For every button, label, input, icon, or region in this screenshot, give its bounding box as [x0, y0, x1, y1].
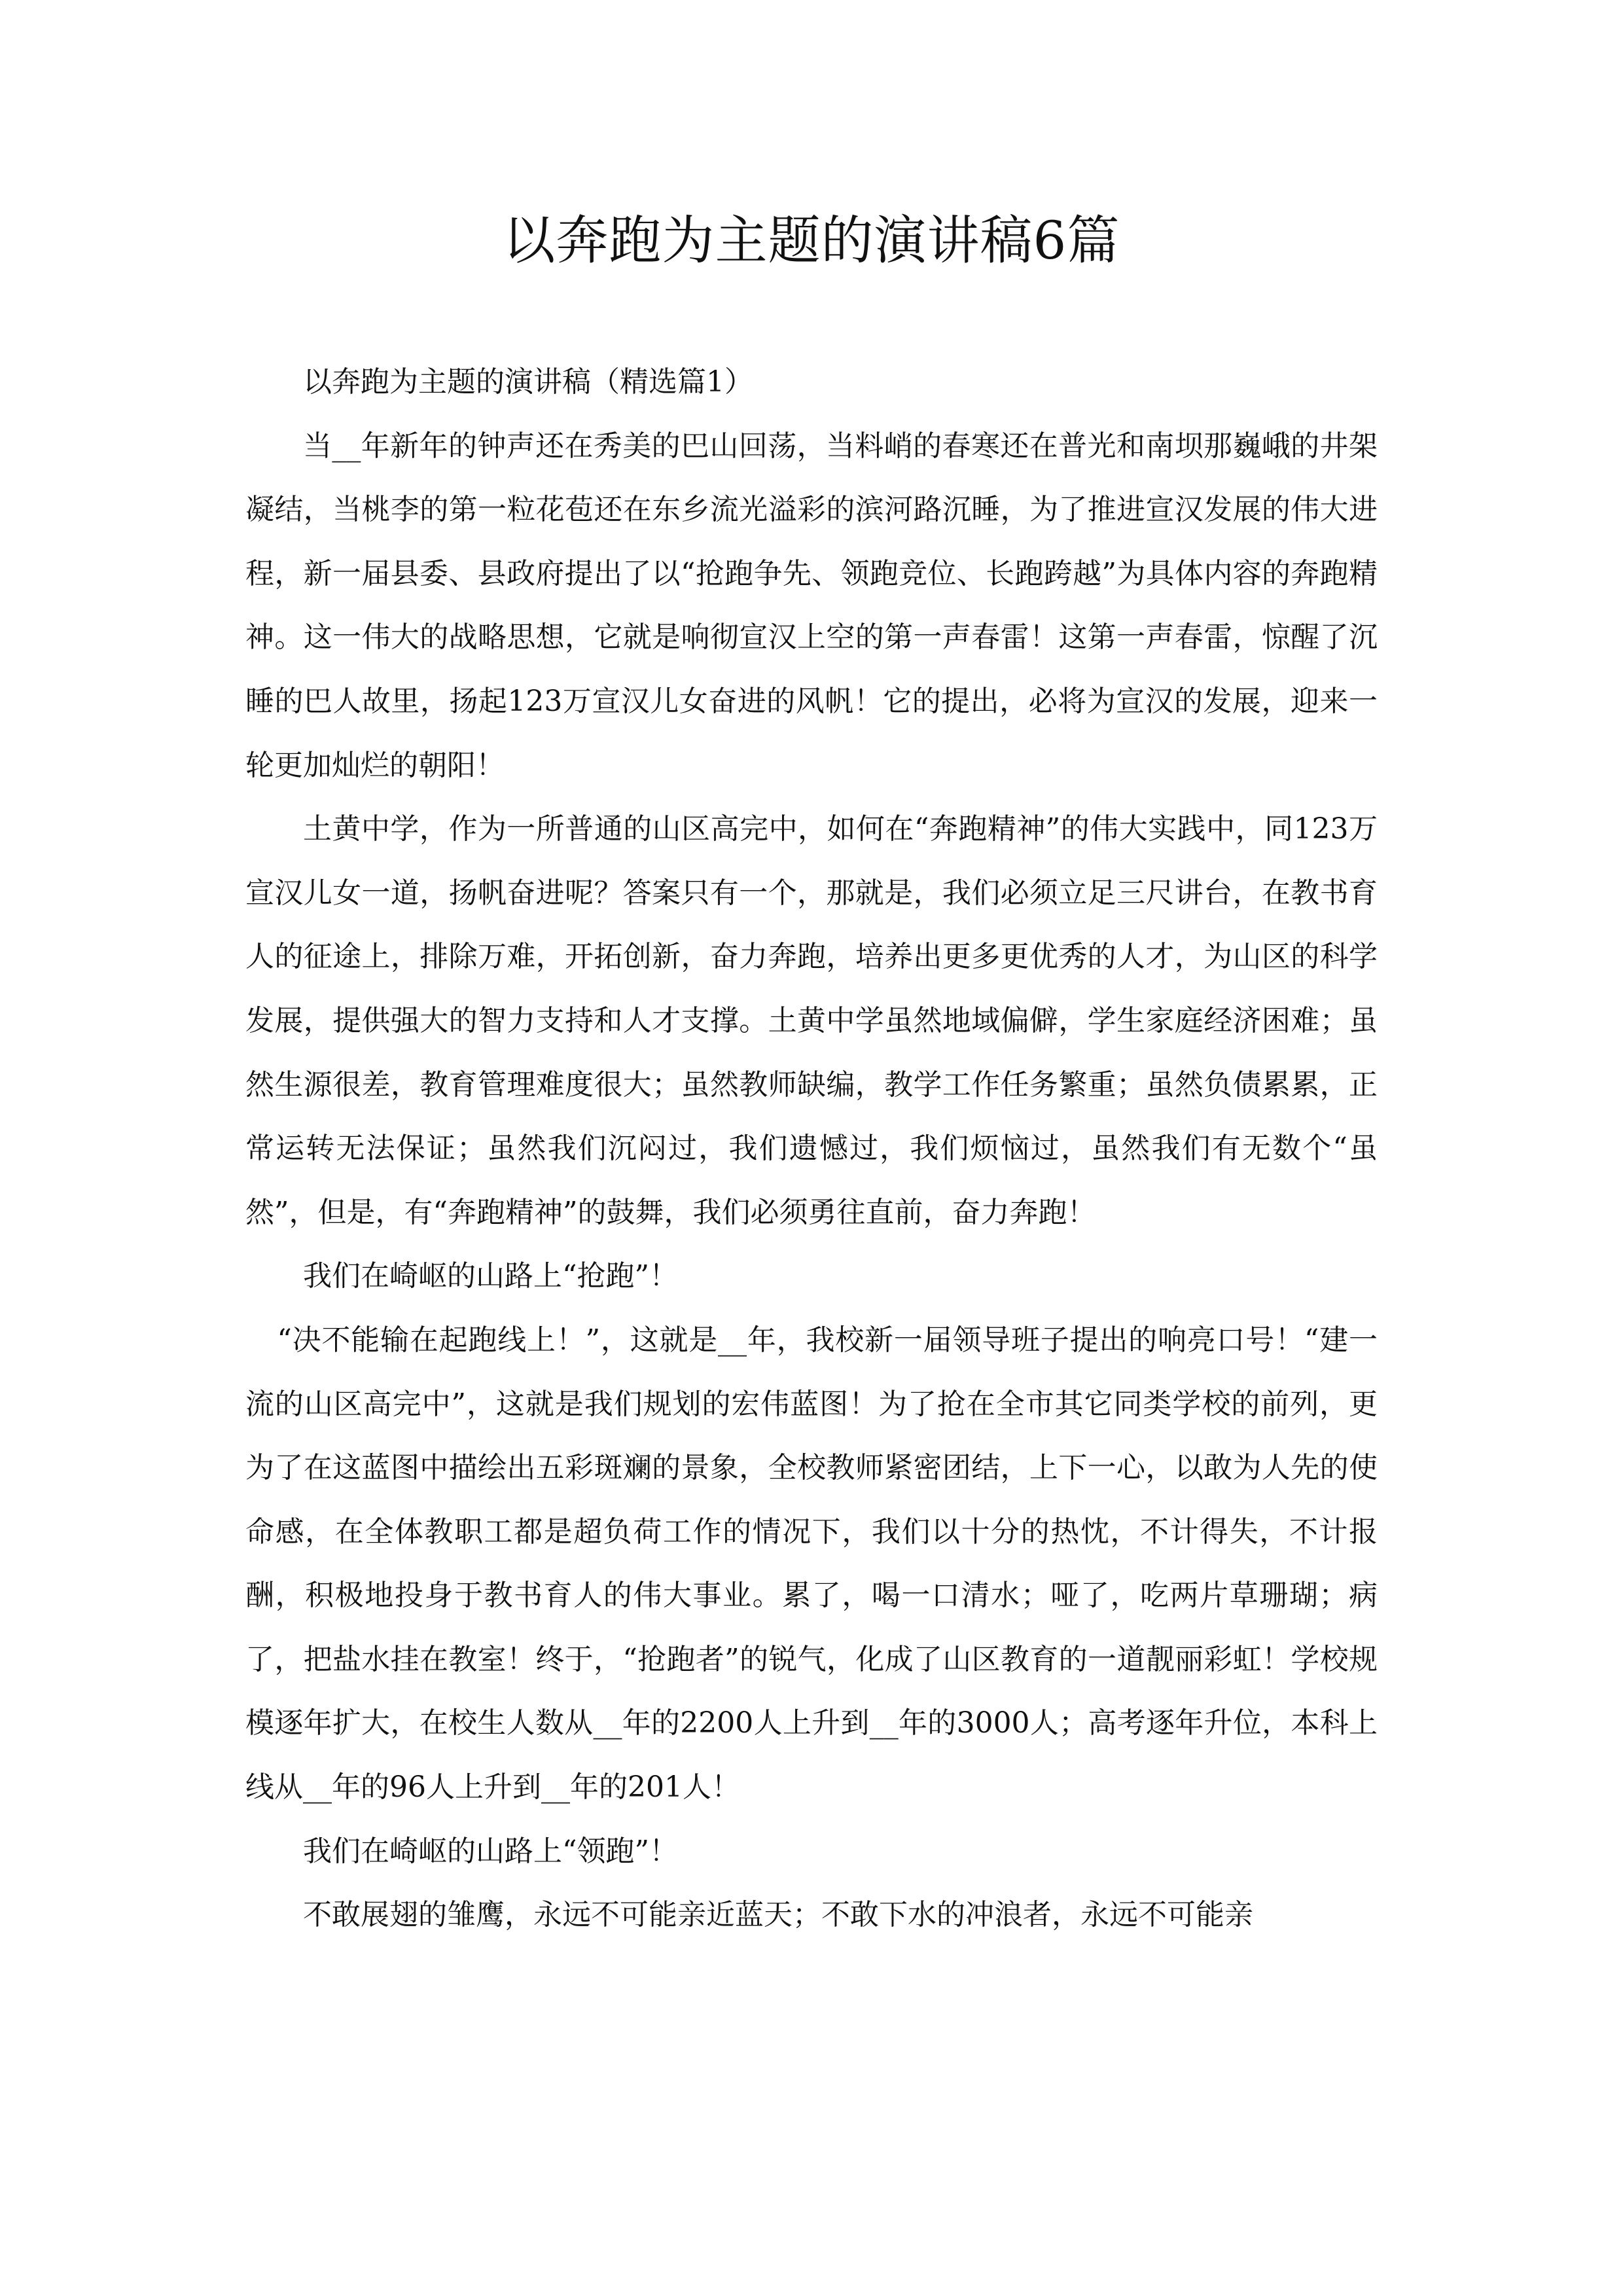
document-title: 以奔跑为主题的演讲稿6篇 — [503, 210, 1120, 271]
body-paragraph: 不敢展翅的雏鹰，永远不可能亲近蓝天；不敢下水的冲浪者，永远不可能亲 — [303, 1898, 1253, 1932]
body-paragraph: 当__年新年的钟声还在秀美的巴山回荡，当料峭的春寒还在普光和南坝那巍峨的井架凝结，当桃李的第一粒花苞还在东乡流光溢彩的滨河路沉睡，为了推进宣汉发展的伟大进程，新一届县委、县政府提出了以“抢跑争先、领跑竞位、长跑跨越”为具体内容的奔跑精神。这一伟大的战略思想，它就是响彻宣汉上空的第一声春雷！这第一声春雷，惊醒了沉睡的巴人故里，扬起123万宣汉儿女奋进的风帆！它的提出，必将为宣汉的发展，迎来一轮更加灿烂的朝阳！ — [245, 429, 1378, 782]
body-paragraph: “决不能输在起跑线上！”，这就是__年，我校新一届领导班子提出的响亮口号！“建一流的山区高完中”，这就是我们规划的宏伟蓝图！为了抢在全市其它同类学校的前列，更为了在这蓝图中描绘出五彩斑斓的景象，全校教师紧密团结，上下一心，以敢为人先的使命感，在全体教职工都是超负荷工作的情况下，我们以十分的热忱，不计得失，不计报酬，积极地投身于教书育人的伟大事业。累了，喝一口清水；哑了，吃两片草珊瑚；病了，把盐水挂在教室！终于，“抢跑者”的锐气，化成了山区教育的一道靓丽彩虹！学校规模逐年扩大，在校生人数从__年的2200人上升到__年的3000人；高考逐年升位，本科上线从__年的96人上升到__年的201人！ — [245, 1323, 1378, 1804]
document-body — [245, 350, 1378, 1947]
subheading-paragraph: 我们在崎岖的山路上“领跑”！ — [303, 1834, 678, 1868]
body-paragraph: 土黄中学，作为一所普通的山区高完中，如何在“奔跑精神”的伟大实践中，同123万宣汉儿女一道，扬帆奋进呢？答案只有一个，那就是，我们必须立足三尺讲台，在教书育人的征途上，排除万难，开拓创新，奋力奔跑，培养出更多更优秀的人才，为山区的科学发展，提供强大的智力支持和人才支撑。土黄中学虽然地域偏僻，学生家庭经济困难；虽然生源很差，教育管理难度很大；虽然教师缺编，教学工作任务繁重；虽然负债累累，正常运转无法保证；虽然我们沉闷过，我们遗憾过，我们烦恼过，虽然我们有无数个“虽然”，但是，有“奔跑精神”的鼓舞，我们必须勇往直前，奋力奔跑！ — [245, 812, 1378, 1229]
section-heading: 以奔跑为主题的演讲稿（精选篇1） — [303, 365, 753, 399]
subheading-paragraph: 我们在崎岖的山路上“抢跑”！ — [303, 1259, 678, 1293]
